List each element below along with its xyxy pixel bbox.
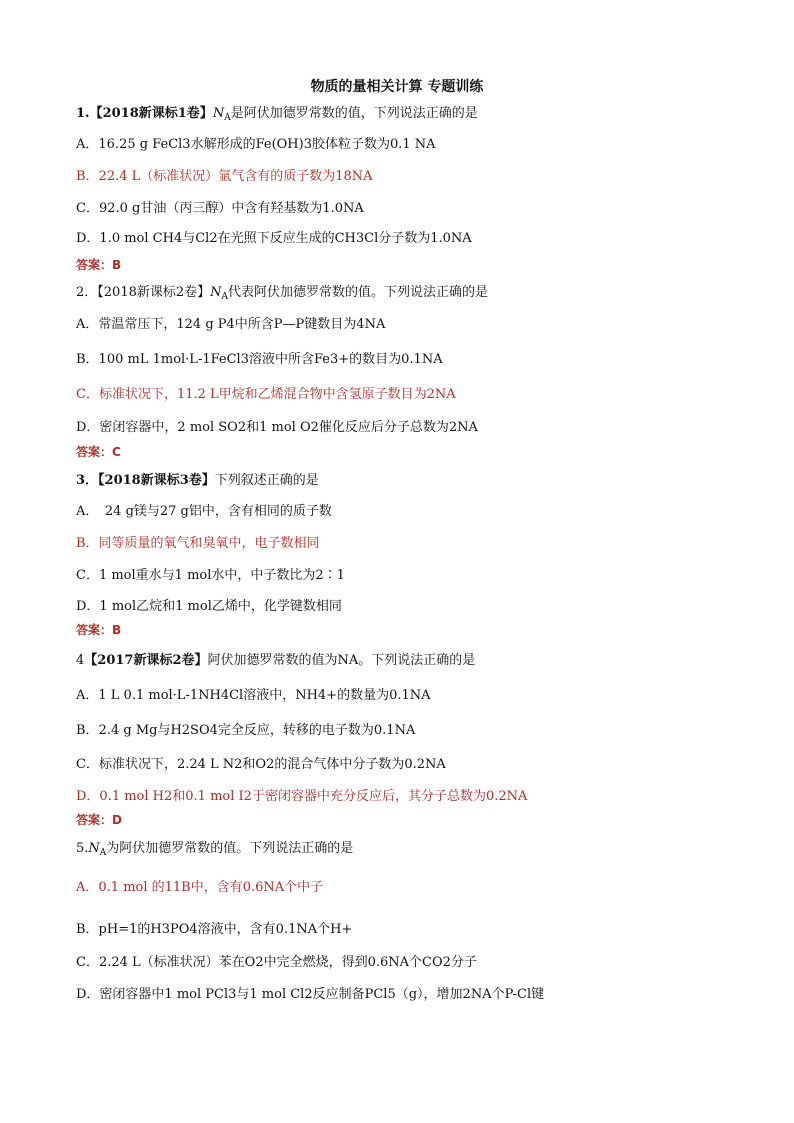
- question-1-stem: 1.【2018新课标1卷】$N_A$是阿伏加德罗常数的值，下列说法正确的是: [76, 106, 478, 123]
- question-number: 4: [76, 653, 85, 668]
- option-text: A．1 L 0.1 mol·L-1NH4Cl溶液中，NH4+的数量为0.1NA: [76, 688, 431, 703]
- question-2-stem: 2．【2018新课标2卷】$N_A$代表阿伏加德罗常数的值。下列说法正确的是: [76, 285, 489, 302]
- question-3-answer: 答案：B: [76, 623, 122, 637]
- question-5-stem: $5.N_A$为阿伏加德罗常数的值。下列说法正确的是: [76, 841, 354, 858]
- question-4-option-c: [76, 756, 446, 774]
- question-3-option-c: [76, 567, 345, 585]
- option-text: A． 24 g镁与27 g铝中，含有相同的质子数: [76, 504, 332, 519]
- question-source-tag: 【2018新课标2卷】: [97, 285, 211, 300]
- question-source-tag: 【2018新课标3卷】: [98, 473, 215, 488]
- question-2-option-a: [76, 316, 385, 334]
- question-text: 为阿伏加德罗常数的值。下列说法正确的是: [106, 841, 354, 856]
- question-number: 1.: [76, 106, 90, 121]
- question-1-option-b: [76, 168, 373, 186]
- question-text: 阿伏加德罗常数的值为NA。下列说法正确的是: [207, 653, 476, 668]
- option-text: D．1 mol乙烷和1 mol乙烯中，化学键数相同: [76, 599, 342, 614]
- question-4-option-b: [76, 722, 415, 740]
- question-1-answer: 答案：B: [76, 258, 122, 272]
- question-number: 3．: [76, 473, 99, 488]
- option-text: B．22.4 L（标准状况）氩气含有的质子数为18NA: [76, 169, 373, 184]
- question-2-option-b: [76, 351, 443, 369]
- page-title: 物质的量相关计算 专题训练: [310, 79, 484, 95]
- question-3-option-b: [76, 535, 320, 553]
- question-5-option-a: [76, 879, 323, 897]
- question-4-answer: 答案：D: [76, 813, 122, 827]
- option-text: D．密闭容器中，2 mol SO2和1 mol O2催化反应后分子总数为2NA: [76, 420, 478, 435]
- question-text: 是阿伏加德罗常数的值，下列说法正确的是: [230, 106, 478, 121]
- question-text: 代表阿伏加德罗常数的值。下列说法正确的是: [228, 285, 489, 300]
- question-3-option-a: [76, 503, 332, 521]
- question-1-option-a: [76, 136, 436, 154]
- question-1-option-d: [76, 230, 472, 248]
- option-text: B．2.4 g Mg与H2SO4完全反应，转移的电子数为0.1NA: [76, 723, 416, 738]
- question-4-stem: [76, 652, 475, 670]
- question-3-option-d: [76, 598, 342, 616]
- question-5-option-b: [76, 921, 352, 939]
- option-text: C．标准状况下，11.2 L甲烷和乙烯混合物中含氢原子数目为2NA: [76, 387, 456, 402]
- question-4-option-d: [76, 788, 527, 806]
- option-text: C．2.24 L（标准状况）苯在O2中完全燃烧，得到0.6NA个CO2分子: [76, 955, 477, 970]
- option-text: D．0.1 mol H2和0.1 mol I2于密闭容器中充分反应后，其分子总数为0.2NA: [76, 789, 528, 804]
- option-text: D．密闭容器中1 mol PCl3与1 mol Cl2反应制备PCl5（g），增加2NA个P-Cl键: [76, 987, 545, 1002]
- option-text: C．92.0 g甘油（丙三醇）中含有羟基数为1.0NA: [76, 201, 364, 216]
- question-1-option-c: [76, 200, 364, 218]
- option-text: C．1 mol重水与1 mol水中，中子数比为2∶1: [76, 568, 345, 583]
- option-text: D．1.0 mol CH4与Cl2在光照下反应生成的CH3Cl分子数为1.0NA: [76, 231, 472, 246]
- option-text: A．0.1 mol 的11B中，含有0.6NA个中子: [76, 880, 324, 895]
- option-text: A．常温常压下，124 g P4中所含P—P键数目为4NA: [76, 317, 386, 332]
- question-text: 下列叙述正确的是: [214, 473, 319, 488]
- question-2-option-d: [76, 419, 478, 437]
- question-5-option-d: [76, 986, 544, 1004]
- question-5-option-c: [76, 954, 477, 972]
- option-text: A．16.25 g FeCl3水解形成的Fe(OH)3胶体粒子数为0.1 NA: [76, 137, 436, 152]
- question-2-answer: 答案：C: [76, 445, 121, 459]
- question-source-tag: 【2017新课标2卷】: [84, 653, 208, 668]
- option-text: B．100 mL 1mol·L-1FeCl3溶液中所含Fe3+的数目为0.1NA: [76, 352, 443, 367]
- option-text: B．pH=1的H3PO4溶液中，含有0.1NA个H+: [76, 922, 353, 937]
- question-3-stem: [76, 472, 319, 490]
- question-2-option-c: [76, 386, 456, 404]
- question-source-tag: 【2018新课标1卷】: [89, 106, 213, 121]
- option-text: B．同等质量的氧气和臭氧中，电子数相同: [76, 536, 320, 551]
- question-number: 5.: [76, 841, 89, 856]
- question-4-option-a: [76, 687, 431, 705]
- option-text: C．标准状况下，2.24 L N2和O2的混合气体中分子数为0.2NA: [76, 757, 446, 772]
- question-number: 2．: [76, 285, 98, 300]
